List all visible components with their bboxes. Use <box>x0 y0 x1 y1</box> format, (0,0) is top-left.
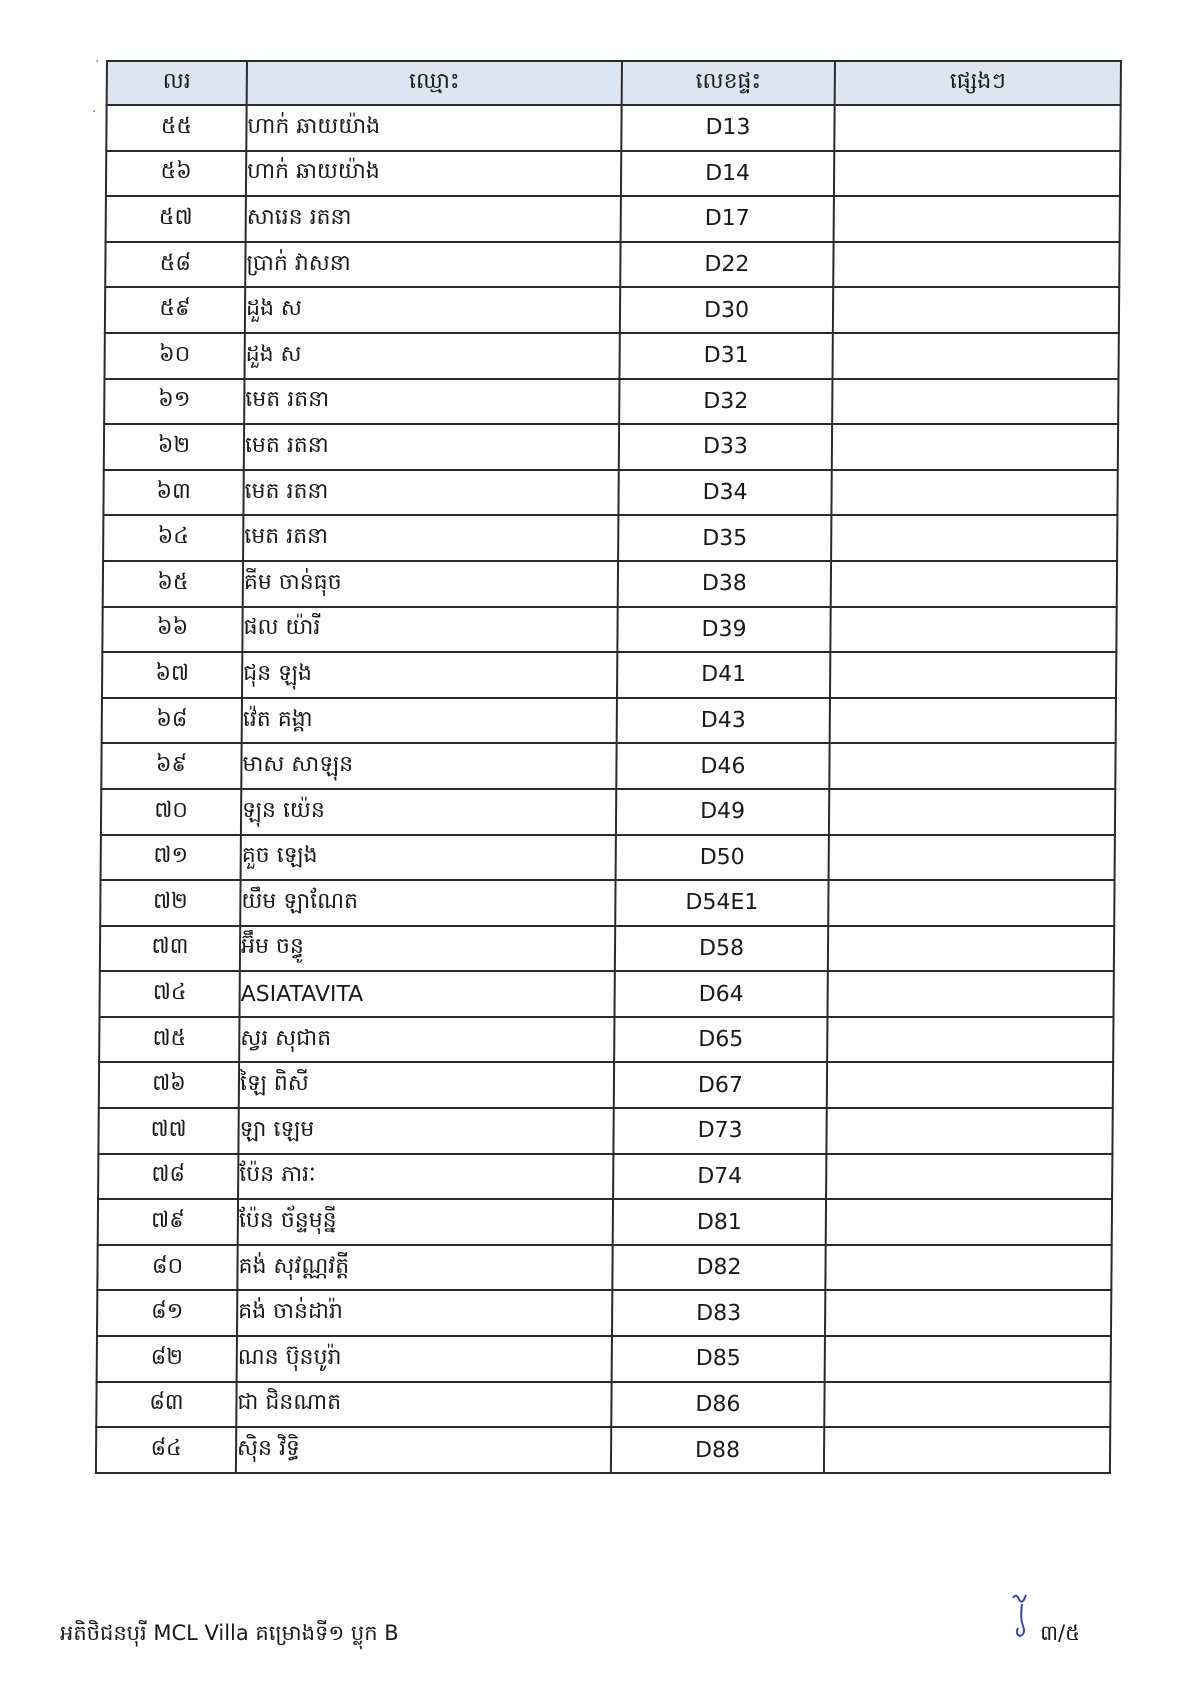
header-house-number: លេខផ្ទះ <box>622 61 835 105</box>
customer-name: ប៉ែន ច័ន្ទមុន្នី <box>238 1199 613 1245</box>
row-number: ៧៨ <box>98 1154 238 1200</box>
table-row <box>104 424 1118 470</box>
house-number: D85 <box>612 1336 825 1382</box>
house-number: D64 <box>614 971 827 1017</box>
table-row <box>99 1062 1113 1108</box>
other-note <box>827 971 1113 1017</box>
scan-speck: · <box>95 54 100 70</box>
customer-name: ដួង ស <box>245 287 620 333</box>
house-number: D73 <box>613 1108 826 1154</box>
other-note <box>826 1154 1112 1200</box>
scan-speck: · <box>92 104 97 120</box>
customer-name: ផល យ៉ារី <box>242 607 617 653</box>
table-row <box>97 1245 1111 1291</box>
other-note <box>830 698 1116 744</box>
row-number: ៧៣ <box>100 926 240 972</box>
house-number: D33 <box>619 424 832 470</box>
table-row <box>96 1427 1110 1473</box>
house-number: D39 <box>617 607 830 653</box>
table-row <box>102 607 1116 653</box>
other-note <box>828 880 1114 926</box>
table-row <box>101 789 1115 835</box>
row-number: ៥៦ <box>106 151 246 197</box>
other-note <box>829 789 1115 835</box>
other-note <box>824 1382 1110 1428</box>
other-note <box>833 287 1119 333</box>
customer-name: គង់ ចាន់ដារ៉ា <box>237 1290 612 1336</box>
table-row <box>103 561 1117 607</box>
table-row <box>100 926 1114 972</box>
row-number: ៨៣ <box>96 1382 236 1428</box>
row-number: ៨០ <box>97 1245 237 1291</box>
page-number: ៣/៥ <box>1040 1621 1080 1645</box>
house-number: D46 <box>616 743 829 789</box>
other-note <box>829 743 1115 789</box>
customer-name: វ៉េត គង្គា <box>242 698 617 744</box>
handwritten-initials <box>1010 1590 1032 1640</box>
other-note <box>825 1245 1111 1291</box>
house-number: D32 <box>619 379 832 425</box>
table-row <box>99 1017 1113 1063</box>
house-number: D30 <box>620 287 833 333</box>
table-row <box>103 515 1117 561</box>
customer-name: ឡា ឡេម <box>238 1108 613 1154</box>
customer-name: ហាក់ ឆាយយ៉ាង <box>246 151 621 197</box>
house-number: D74 <box>613 1154 826 1200</box>
table-row <box>98 1154 1112 1200</box>
house-number: D50 <box>616 835 829 881</box>
table-row <box>97 1290 1111 1336</box>
row-number: ៧៤ <box>99 971 239 1017</box>
row-number: ៦២ <box>104 424 244 470</box>
table-row <box>106 105 1120 151</box>
table-row <box>106 196 1120 242</box>
customer-name: គួច ឡេង <box>241 835 616 881</box>
row-number: ៦៣ <box>103 470 243 516</box>
table-row <box>104 333 1118 379</box>
customer-name: សារេន រតនា <box>246 196 621 242</box>
other-note <box>825 1336 1111 1382</box>
header-name: ឈ្មោះ <box>247 61 622 105</box>
house-number: D81 <box>613 1199 826 1245</box>
row-number: ៦៨ <box>102 698 242 744</box>
other-note <box>827 1017 1113 1063</box>
row-number: ៦៤ <box>103 515 243 561</box>
table-row <box>99 971 1113 1017</box>
house-number: D54E1 <box>615 880 828 926</box>
table-row <box>96 1382 1110 1428</box>
other-note <box>834 196 1120 242</box>
customer-name: មេត រតនា <box>244 424 619 470</box>
other-note <box>831 470 1117 516</box>
row-number: ៦៦ <box>102 607 242 653</box>
other-note <box>824 1427 1110 1473</box>
customer-name: ប៉ែន ភារៈ <box>238 1154 613 1200</box>
customer-name: ស្វរ សុជាត <box>239 1017 614 1063</box>
row-number: ៧៥ <box>99 1017 239 1063</box>
house-number: D38 <box>618 561 831 607</box>
customer-name: យឹម ឡាណែត <box>240 880 615 926</box>
table-header <box>107 61 1121 105</box>
row-number: ៧៧ <box>98 1108 238 1154</box>
table-row <box>100 880 1114 926</box>
house-number: D58 <box>615 926 828 972</box>
table-row <box>102 652 1116 698</box>
house-number: D83 <box>612 1290 825 1336</box>
customer-name: ស៊ិន វិទ្ធិ <box>236 1427 611 1473</box>
row-number: ៥៩ <box>105 287 245 333</box>
other-note <box>830 607 1116 653</box>
house-number: D14 <box>621 151 834 197</box>
house-number: D86 <box>611 1382 824 1428</box>
row-number: ៦៩ <box>101 743 241 789</box>
customer-name: ជា ជិនណាត <box>236 1382 611 1428</box>
house-number: D17 <box>621 196 834 242</box>
header-no: លរ <box>107 61 247 105</box>
table-body <box>96 105 1121 1473</box>
row-number: ៨៤ <box>96 1427 236 1473</box>
customer-table <box>95 60 1122 1474</box>
customer-name: ឡៃ ពិសី <box>239 1062 614 1108</box>
house-number: D41 <box>617 652 830 698</box>
house-number: D49 <box>616 789 829 835</box>
other-note <box>834 151 1120 197</box>
row-number: ៧៦ <box>99 1062 239 1108</box>
customer-name: ដួង ស <box>244 333 619 379</box>
house-number: D65 <box>614 1017 827 1063</box>
customer-name: មេត រតនា <box>244 379 619 425</box>
footer-caption: អតិថិជនបុរី MCL Villa គម្រោងទី១ ប្លុក B <box>60 1621 399 1645</box>
row-number: ៨១ <box>97 1290 237 1336</box>
customer-name: ជុន ឡុង <box>242 652 617 698</box>
other-note <box>825 1290 1111 1336</box>
other-note <box>828 926 1114 972</box>
house-number: D22 <box>620 242 833 288</box>
row-number: ៧០ <box>101 789 241 835</box>
row-number: ៧២ <box>100 880 240 926</box>
table-row <box>105 242 1119 288</box>
table-row <box>101 743 1115 789</box>
table-row <box>106 151 1120 197</box>
row-number: ៥៥ <box>106 105 246 151</box>
house-number: D88 <box>611 1427 824 1473</box>
table-row <box>97 1336 1111 1382</box>
other-note <box>826 1108 1112 1154</box>
house-number: D31 <box>619 333 832 379</box>
row-number: ៨២ <box>97 1336 237 1382</box>
other-note <box>832 333 1118 379</box>
other-note <box>833 242 1119 288</box>
customer-name: គីម ចាន់ធុច <box>243 561 618 607</box>
other-note <box>832 424 1118 470</box>
table-row <box>98 1108 1112 1154</box>
customer-name: ប្រាក់ វាសនា <box>245 242 620 288</box>
other-note <box>831 561 1117 607</box>
house-number: D67 <box>614 1062 827 1108</box>
other-note <box>826 1199 1112 1245</box>
house-number: D82 <box>612 1245 825 1291</box>
row-number: ៦១ <box>104 379 244 425</box>
customer-name: ហាក់ ឆាយយ៉ាង <box>246 105 621 151</box>
row-number: ៥៧ <box>106 196 246 242</box>
other-note <box>834 105 1120 151</box>
house-number: D43 <box>617 698 830 744</box>
customer-name: ASIATAVITA <box>239 971 614 1017</box>
table-row <box>101 835 1115 881</box>
row-number: ៥៨ <box>105 242 245 288</box>
customer-name: ណន ប៊ុនបូរ៉ា <box>237 1336 612 1382</box>
other-note <box>832 379 1118 425</box>
other-note <box>830 652 1116 698</box>
table-row <box>102 698 1116 744</box>
customer-name: គង់ សុវណ្ណវត្តី <box>237 1245 612 1291</box>
customer-name: មាស សាឡុន <box>241 743 616 789</box>
table-row <box>98 1199 1112 1245</box>
row-number: ៦៥ <box>103 561 243 607</box>
customer-name: មេត រតនា <box>243 470 618 516</box>
other-note <box>831 515 1117 561</box>
table-row <box>103 470 1117 516</box>
table-row <box>104 379 1118 425</box>
house-number: D13 <box>621 105 834 151</box>
row-number: ៧១ <box>101 835 241 881</box>
customer-name: អ៊ឹម ចន្ធូ <box>240 926 615 972</box>
row-number: ៦៧ <box>102 652 242 698</box>
row-number: ៦០ <box>104 333 244 379</box>
house-number: D34 <box>618 470 831 516</box>
header-other: ផ្សេងៗ <box>835 61 1121 105</box>
row-number: ៧៩ <box>98 1199 238 1245</box>
customer-name: មេត រតនា <box>243 515 618 561</box>
house-number: D35 <box>618 515 831 561</box>
other-note <box>829 835 1115 881</box>
customer-name: ឡុន យ៉េន <box>241 789 616 835</box>
other-note <box>827 1062 1113 1108</box>
table-row <box>105 287 1119 333</box>
